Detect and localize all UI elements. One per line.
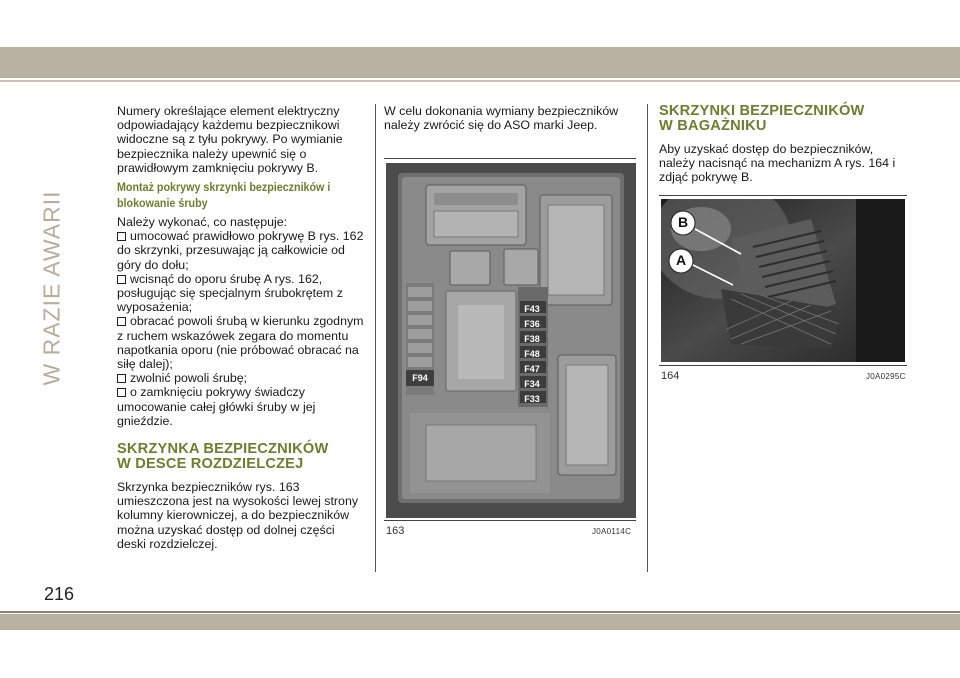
column-divider (647, 104, 648, 572)
trunk-fusebox-figure (661, 199, 905, 362)
footer-rule (0, 611, 960, 613)
column-divider (375, 104, 376, 572)
callout-b: B (677, 214, 689, 230)
checkbox-bullet-icon (117, 374, 126, 383)
figure-number-164: 164 (661, 370, 680, 382)
fuse-label-f34: F34 (524, 379, 540, 389)
checkbox-bullet-icon (117, 275, 126, 284)
column-middle (384, 104, 636, 136)
figure-number-163: 163 (386, 525, 405, 537)
fuse-label-f33: F33 (524, 394, 540, 404)
figure-rule-bottom (659, 365, 907, 366)
steps-intro: Należy wykonać, co następuje: (117, 215, 288, 230)
header-rule (0, 80, 960, 82)
figure-rule-bottom (384, 520, 636, 521)
callout-a: A (675, 252, 687, 268)
figure-code-163: J0A0114C (592, 527, 632, 536)
checkbox-bullet-icon (117, 317, 126, 326)
page-number: 216 (44, 584, 75, 604)
checkbox-bullet-icon (117, 388, 126, 397)
column-right (659, 104, 907, 189)
step-item: zwolnić powoli śrubę; (117, 371, 365, 385)
column-left (117, 104, 365, 555)
fuse-label-f43: F43 (524, 304, 540, 314)
figure-rule-top (659, 195, 907, 196)
fuse-label-f48: F48 (524, 349, 540, 359)
header-band (0, 47, 960, 78)
step-item: umocować prawidłowo pokrywę B rys. 162 do skrzynki, przesuwając ją całkowicie od góry do dołu; (117, 229, 364, 272)
fuse-label-f36: F36 (524, 319, 540, 329)
section-side-label: W RAZIE AWARII (38, 190, 65, 386)
fuse-label-f47: F47 (524, 364, 540, 374)
figure-rule-top (384, 158, 636, 159)
subheading-cover-mounting: Montaż pokrywy skrzynki bezpieczników i blokowanie śruby (117, 180, 331, 211)
footer-band (0, 614, 960, 630)
figure-code-164: J0A0295C (866, 372, 906, 381)
step-item: o zamknięciu pokrywy świadczy umocowanie całej główki śruby w jej gnieździe. (117, 385, 316, 428)
intro-paragraph: Numery określające element elektryczny odpowiadający każdemu bezpiecznikowi widoczne są z tyłu pokrywy. Po wymianie bezpiecznika należy upewnić się o prawidłowym zamknięciu pokrywy B. (117, 104, 343, 175)
trunk-fusebox-paragraph: Aby uzyskać dostęp do bezpieczników, należy nacisnąć na mechanizm A rys. 164 i zdjąć pokrywę B. (659, 142, 896, 185)
fusebox-dashboard-figure (386, 163, 636, 518)
section-title-dashboard-fusebox: SKRZYNKA BEZPIECZNIKÓW W DESCE ROZDZIELCZEJ (117, 441, 329, 473)
step-item: wcisnąć do oporu śrubę A rys. 162, posługując się specjalnym śrubokrętem z wyposażenia; (117, 271, 343, 315)
section-title-trunk-fusebox: SKRZYNKI BEZPIECZNIKÓW W BAGAŻNIKU (659, 103, 865, 134)
fuse-label-f38: F38 (524, 334, 540, 344)
dashboard-fusebox-paragraph: Skrzynka bezpieczników rys. 163 umieszczona jest na wysokości lewej strony kolumny kierowniczej, a do bezpieczników można uzyskać dostęp od dolnej części deski rozdzielczej. (117, 480, 359, 551)
step-item: obracać powoli śrubą w kierunku zgodnym z ruchem wskazówek zegara do momentu napotkania oporu (nie próbować obracać na siłę dalej); (117, 314, 364, 372)
checkbox-bullet-icon (117, 232, 126, 241)
fuse-label-f94: F94 (412, 373, 428, 383)
service-paragraph: W celu dokonania wymiany bezpieczników należy zwrócić się do ASO marki Jeep. (384, 104, 619, 133)
